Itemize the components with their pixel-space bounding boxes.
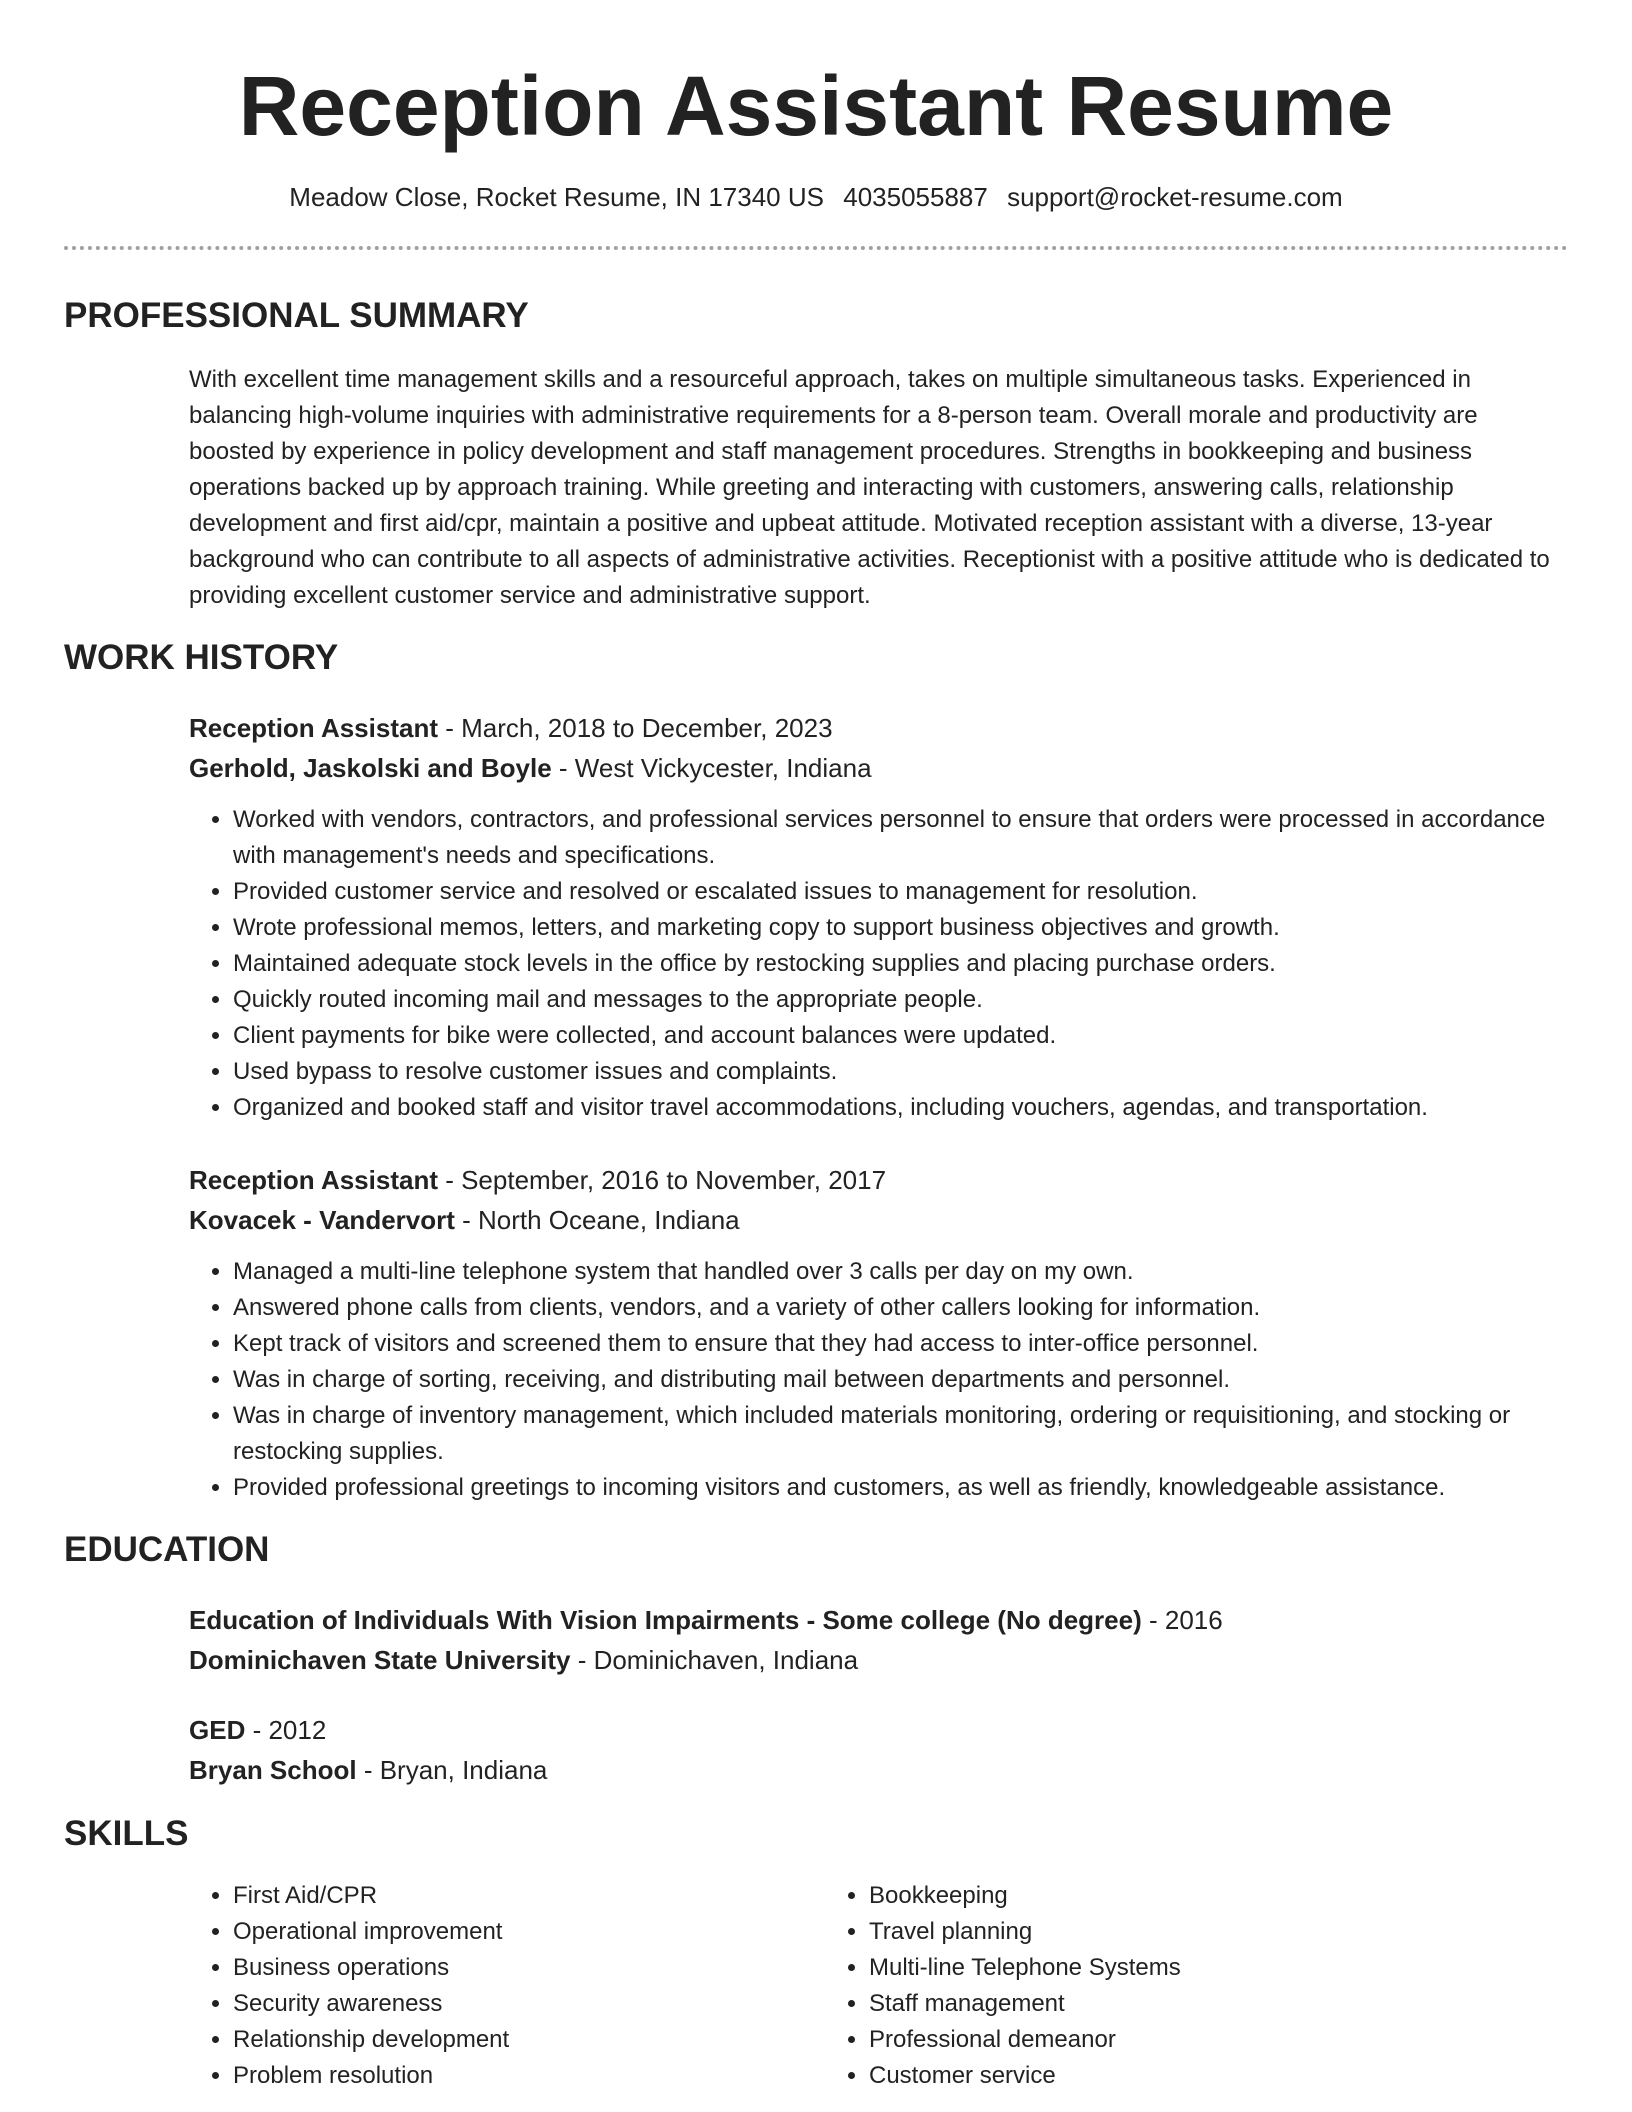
list-item: • First Aid/CPR xyxy=(233,1878,825,1914)
list-item: • Business operations xyxy=(233,1950,825,1986)
list-item: • Provided professional greetings to incoming visitors and customers, as well as friendly, knowledgeable assistance. xyxy=(233,1470,1568,1506)
education-section xyxy=(64,1528,1568,1790)
list-item: • Provided customer service and resolved or escalated issues to management for resolution. xyxy=(233,874,1568,910)
skills-section xyxy=(64,1812,1568,2094)
header-divider xyxy=(64,246,1568,250)
work-history-heading: WORK HISTORY xyxy=(64,638,339,677)
list-item: • Security awareness xyxy=(233,1986,825,2022)
job-dates: - March, 2018 to December, 2023 xyxy=(437,713,833,743)
list-item: • Was in charge of sorting, receiving, and distributing mail between departments and personnel. xyxy=(233,1362,1568,1398)
summary-section xyxy=(64,294,1568,614)
education-degree: GED xyxy=(189,1715,246,1745)
contact-email: support@rocket-resume.com xyxy=(1007,182,1343,212)
job-company: Gerhold, Jaskolski and Boyle xyxy=(189,753,552,783)
contact-line xyxy=(64,180,1568,214)
skills-column-left xyxy=(189,1878,825,2094)
job-location: - West Vickycester, Indiana xyxy=(551,753,872,783)
education-year: - 2012 xyxy=(245,1715,327,1745)
list-item: • Problem resolution xyxy=(233,2058,825,2094)
list-item: • Professional demeanor xyxy=(869,2022,1461,2058)
list-item: • Worked with vendors, contractors, and professional services personnel to ensure that orders were processed in accordance with management's needs and specifications. xyxy=(233,802,1568,874)
resume-header xyxy=(64,0,1568,250)
job-title-line xyxy=(189,708,1568,748)
education-entry xyxy=(189,1600,1568,1680)
list-item: • Wrote professional memos, letters, and marketing copy to support business objectives and growth. xyxy=(233,910,1568,946)
list-item: • Multi-line Telephone Systems xyxy=(869,1950,1461,1986)
list-item: • Managed a multi-line telephone system that handled over 3 calls per day on my own. xyxy=(233,1254,1568,1290)
summary-text: With excellent time management skills and a resourceful approach, takes on multiple simultaneous tasks. Experienced in balancing high-volume inquiries with administrative requirements for a 8-person team. Overall morale and productivity are boosted by experience in policy development and staff management procedures. Strengths in bookkeeping and business operations backed up by approach training. While greeting and interacting with customers, answering calls, relationship development and first aid/cpr, maintain a positive and upbeat attitude. Motivated reception assistant with a diverse, 13-year background who can contribute to all aspects of administrative activities. Receptionist with a positive attitude who is dedicated to providing excellent customer service and administrative support. xyxy=(189,366,1550,609)
job-bullets xyxy=(189,802,1568,1126)
skills-heading: SKILLS xyxy=(64,1814,189,1853)
list-item: • Maintained adequate stock levels in the office by restocking supplies and placing purchase orders. xyxy=(233,946,1568,982)
job-company-line xyxy=(189,748,1568,788)
list-item: • Quickly routed incoming mail and messages to the appropriate people. xyxy=(233,982,1568,1018)
job-position: Reception Assistant xyxy=(189,713,438,743)
education-degree-line xyxy=(189,1600,1568,1640)
work-history-section xyxy=(64,636,1568,1506)
list-item: • Customer service xyxy=(869,2058,1461,2094)
education-degree-line xyxy=(189,1710,1568,1750)
list-item: • Bookkeeping xyxy=(869,1878,1461,1914)
list-item: • Operational improvement xyxy=(233,1914,825,1950)
job-dates: - September, 2016 to November, 2017 xyxy=(437,1165,887,1195)
list-item: • Kept track of visitors and screened them to ensure that they had access to inter-office personnel. xyxy=(233,1326,1568,1362)
summary-heading: PROFESSIONAL SUMMARY xyxy=(64,296,529,335)
job-company: Kovacek - Vandervort xyxy=(189,1205,455,1235)
list-item: • Relationship development xyxy=(233,2022,825,2058)
job-position: Reception Assistant xyxy=(189,1165,438,1195)
resume-title: Reception Assistant Resume xyxy=(238,59,1394,153)
education-school-line xyxy=(189,1750,1568,1790)
education-degree: Education of Individuals With Vision Impairments - Some college (No degree) xyxy=(189,1605,1142,1635)
education-school-line xyxy=(189,1640,1568,1680)
job-entry xyxy=(189,1160,1568,1506)
list-item: • Organized and booked staff and visitor travel accommodations, including vouchers, agendas, and transportation. xyxy=(233,1090,1568,1126)
list-item: • Was in charge of inventory management, which included materials monitoring, ordering or requisitioning, and stocking or restocking supplies. xyxy=(233,1398,1568,1470)
list-item: • Used bypass to resolve customer issues and complaints. xyxy=(233,1054,1568,1090)
list-item: • Answered phone calls from clients, vendors, and a variety of other callers looking for information. xyxy=(233,1290,1568,1326)
skills-columns xyxy=(189,1878,1568,2094)
contact-address: Meadow Close, Rocket Resume, IN 17340 US xyxy=(289,182,824,212)
education-school: Dominichaven State University xyxy=(189,1645,571,1675)
education-school: Bryan School xyxy=(189,1755,357,1785)
job-company-line xyxy=(189,1200,1568,1240)
list-item: • Travel planning xyxy=(869,1914,1461,1950)
skills-column-right xyxy=(825,1878,1461,2094)
education-location: - Dominichaven, Indiana xyxy=(570,1645,859,1675)
education-location: - Bryan, Indiana xyxy=(356,1755,548,1785)
job-entry xyxy=(189,708,1568,1126)
education-heading: EDUCATION xyxy=(64,1530,270,1569)
list-item: • Client payments for bike were collected, and account balances were updated. xyxy=(233,1018,1568,1054)
contact-phone: 4035055887 xyxy=(843,182,988,212)
education-entry xyxy=(189,1710,1568,1790)
education-year: - 2016 xyxy=(1141,1605,1223,1635)
job-location: - North Oceane, Indiana xyxy=(454,1205,740,1235)
job-title-line xyxy=(189,1160,1568,1200)
job-bullets xyxy=(189,1254,1568,1506)
list-item: • Staff management xyxy=(869,1986,1461,2022)
